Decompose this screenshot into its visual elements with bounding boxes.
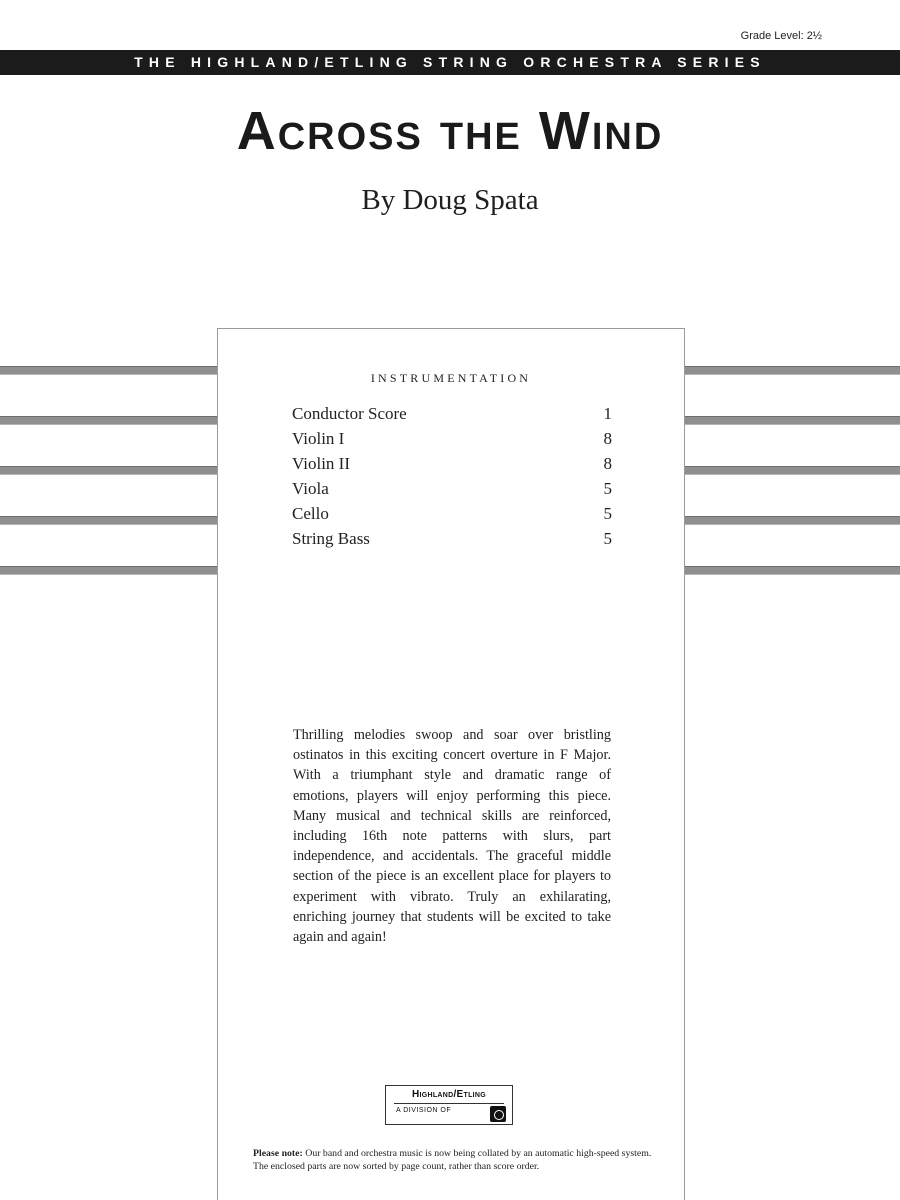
instrument-name: Violin II <box>292 454 350 473</box>
grade-level: Grade Level: 2½ <box>740 30 822 42</box>
instrument-row <box>292 526 612 551</box>
collation-note <box>253 1147 663 1173</box>
alfred-logo-icon <box>490 1106 506 1122</box>
staff-line <box>0 466 217 475</box>
staff-line <box>0 366 217 375</box>
piece-description: Thrilling melodies swoop and soar over bristling ostinatos in this exciting concert overture in F Major. With a triumphant style and dramatic range of emotions, players will enjoy performing this piece. Many musical and technical skills are reinforced, including 16th note patterns with slurs, part independence, and accidentals. The graceful middle section of the piece is an excellent place for players to experiment with vibrato. Truly an exhilarating, enriching journey that students will be excited to take again and again! <box>293 727 611 946</box>
instrument-name: String Bass <box>292 529 370 548</box>
instrumentation-heading: INSTRUMENTATION <box>370 371 532 385</box>
instrument-row <box>292 476 612 501</box>
logo-wordmark: Highland/Etling <box>411 1089 487 1100</box>
instrument-name: Viola <box>292 479 329 498</box>
content-panel <box>217 328 685 1200</box>
instrument-count: 5 <box>603 504 612 523</box>
instrument-row <box>292 451 612 476</box>
staff-line <box>685 416 900 425</box>
instrument-name: Conductor Score <box>292 404 407 423</box>
page-title: Across the Wind <box>236 101 664 161</box>
instrument-count: 8 <box>603 454 612 473</box>
instrument-count: 5 <box>603 479 612 498</box>
logo-subtitle: A DIVISION OF <box>396 1107 452 1114</box>
staff-line <box>685 566 900 575</box>
instrument-name: Violin I <box>292 429 345 448</box>
series-banner: THE HIGHLAND/ETLING STRING ORCHESTRA SERIES <box>0 50 900 75</box>
staff-line <box>685 516 900 525</box>
instrument-row <box>292 426 612 451</box>
staff-line <box>0 566 217 575</box>
staff-line <box>685 466 900 475</box>
staff-line <box>685 366 900 375</box>
staff-line <box>0 416 217 425</box>
note-label: Please note: <box>253 1148 303 1159</box>
instrument-row <box>292 501 612 526</box>
instrument-name: Cello <box>292 504 329 523</box>
composer-credit: By Doug Spata <box>361 184 539 216</box>
logo-divider <box>394 1103 504 1104</box>
instrument-count: 5 <box>603 529 612 548</box>
instrument-row <box>292 401 612 426</box>
instrument-count: 1 <box>603 404 612 423</box>
publisher-logo <box>385 1085 513 1125</box>
note-text: Our band and orchestra music is now being collated by an automatic high-speed system. The enclosed parts are now sorted by page count, rather than score order. <box>253 1148 652 1172</box>
instrumentation-list <box>292 401 612 551</box>
staff-line <box>0 516 217 525</box>
instrument-count: 8 <box>603 429 612 448</box>
